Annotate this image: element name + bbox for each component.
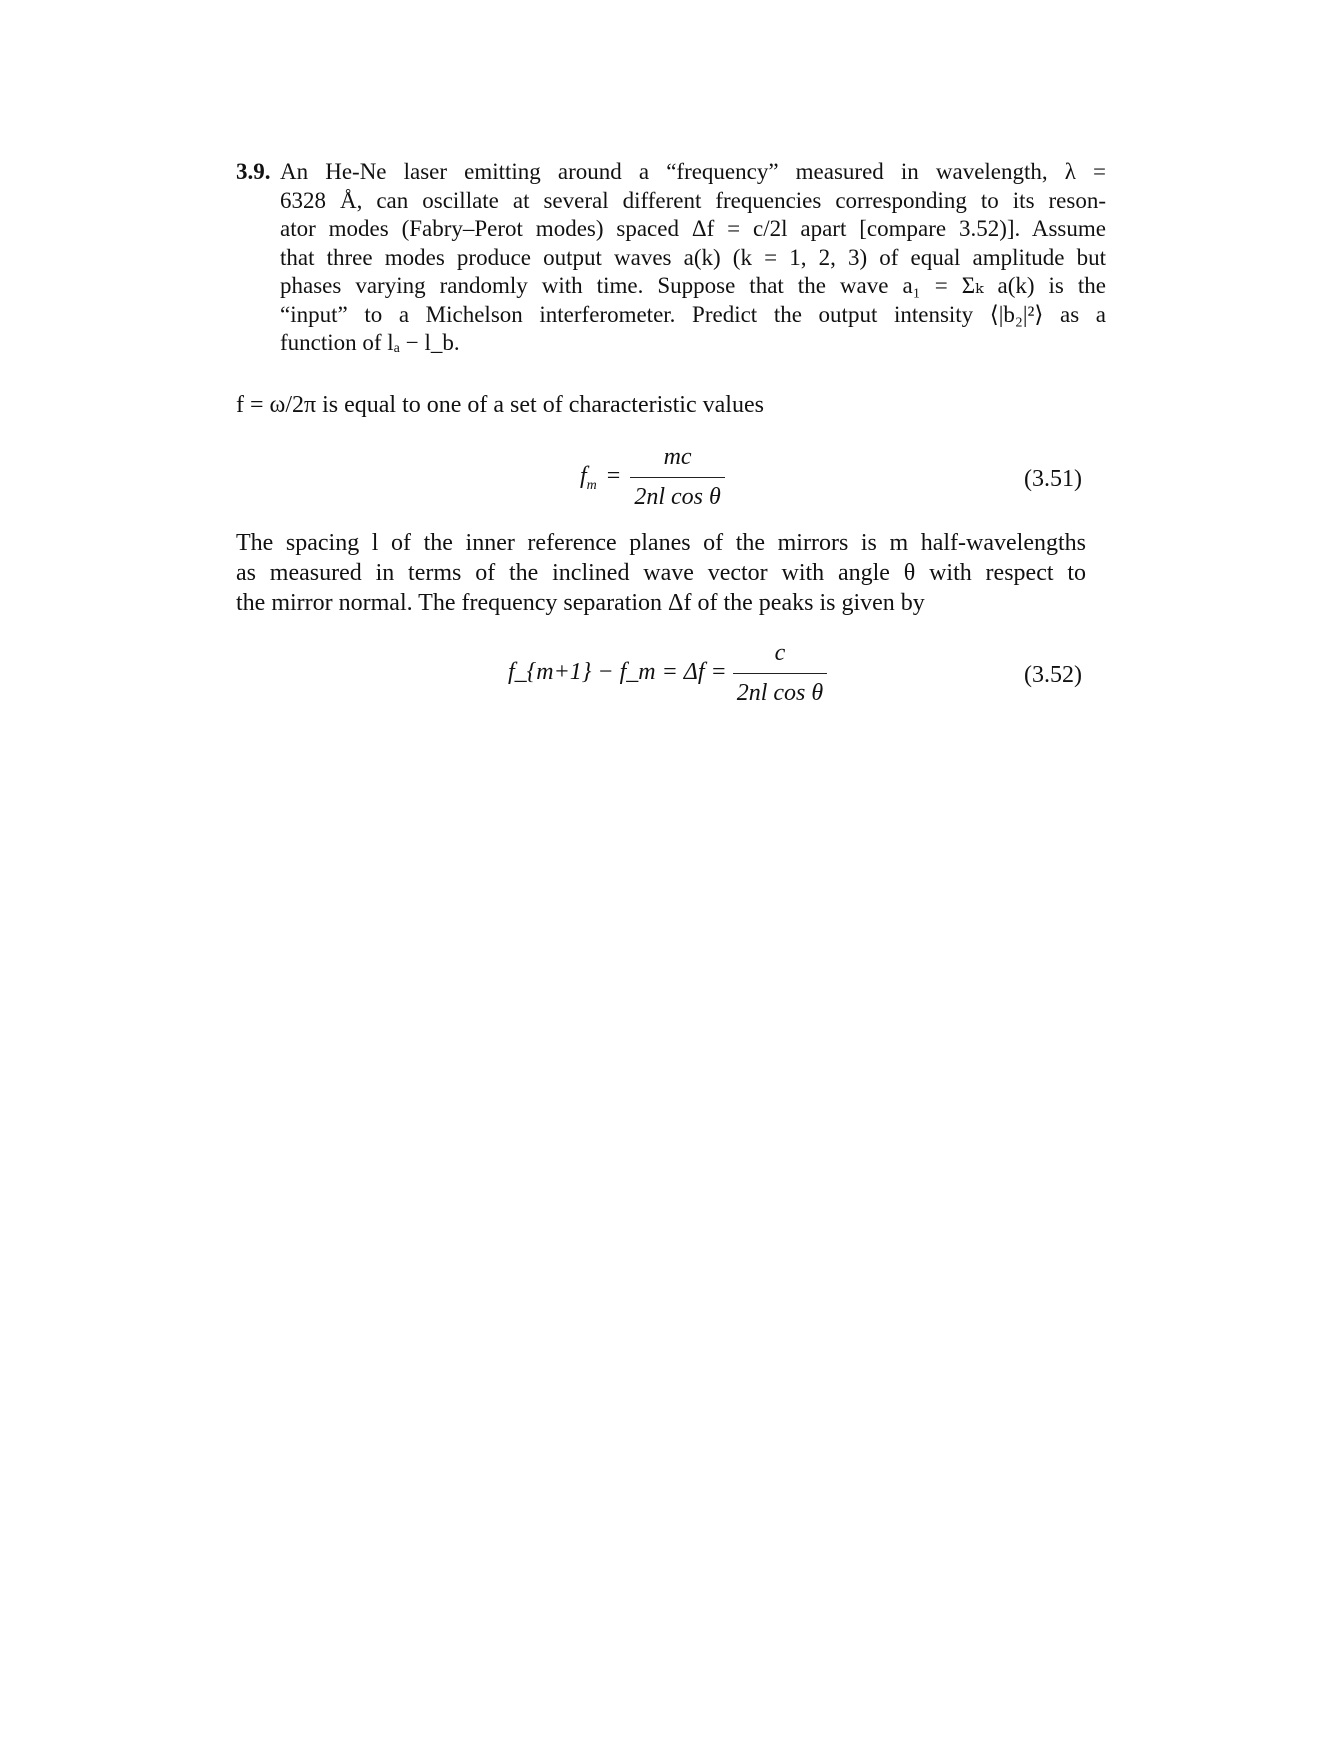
eq-equals: = — [606, 463, 621, 490]
problem-line: “input” to a Michelson interferometer. Predict the output intensity ⟨|b₂|²⟩ as a — [280, 301, 1106, 327]
problem-text — [280, 158, 1106, 358]
eq-lhs: $f_m$ — [580, 463, 597, 493]
equation-number-3-52: (3.52) — [1024, 662, 1082, 688]
problem-line: that three modes produce output waves a(k) (k = 1, 2, 3) of equal amplitude but — [280, 244, 1106, 270]
equation-3-51 — [580, 444, 725, 511]
problem-line: An He-Ne laser emitting around a “frequency” measured in wavelength, λ = — [280, 159, 1106, 184]
eq-numerator: mc — [630, 444, 724, 478]
eq-denominator: 2nl cos θ — [634, 484, 721, 510]
problem-line: phases varying randomly with time. Suppose that the wave a₁ = Σₖ a(k) is the — [280, 273, 1106, 298]
eq-denominator: 2nl cos θ — [736, 680, 824, 706]
problem-line: 6328 Å, can oscillate at several different frequencies corresponding to its reson- — [280, 187, 1106, 213]
eq-fraction — [733, 640, 827, 707]
paragraph-line: The spacing l of the inner reference planes of the mirrors is m half-wavelengths — [236, 530, 1086, 556]
eq-numerator: c — [733, 640, 827, 674]
paragraph-line: the mirror normal. The frequency separation Δf of the peaks is given by — [236, 590, 925, 616]
problem-number: 3.9. — [236, 159, 271, 184]
problem-line: ator modes (Fabry–Perot modes) spaced Δf = c/2l apart [compare 3.52)]. Assume — [280, 216, 1106, 241]
problem-3-9 — [236, 158, 1106, 358]
problem-line: function of lₐ − l_b. — [280, 330, 460, 355]
paragraph-characteristic-values: f = ω/2π is equal to one of a set of characteristic values — [236, 392, 764, 418]
paragraph-spacing — [236, 528, 1086, 618]
equation-number-3-51: (3.51) — [1024, 466, 1082, 492]
eq-lhs: f_{m+1} − f_m = Δf = — [508, 659, 727, 686]
equation-3-52 — [508, 640, 827, 707]
paragraph-line: as measured in terms of the inclined wave vector with angle θ with respect to — [236, 560, 1086, 586]
eq-fraction — [630, 444, 724, 511]
